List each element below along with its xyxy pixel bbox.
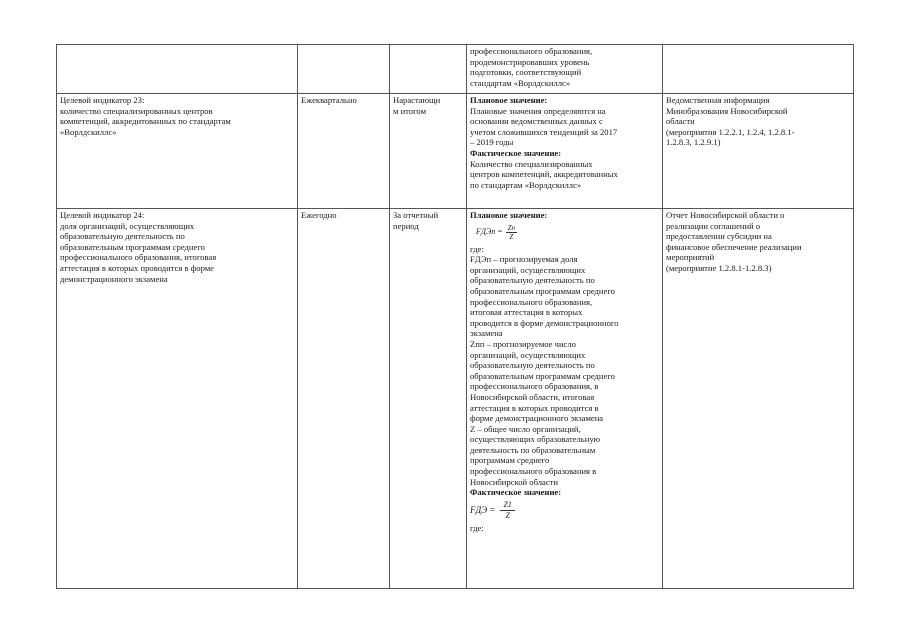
where-label: где: bbox=[470, 522, 484, 533]
formula-lhs: FДЭп = bbox=[476, 226, 503, 236]
table-row-continued bbox=[57, 45, 854, 94]
formula-denominator: Z bbox=[505, 510, 510, 520]
formula-denominator: Z bbox=[509, 232, 514, 241]
where-label: где: bbox=[470, 243, 484, 254]
plan-text: Плановые значения определяются на основании ведомственных данных с учетом сложившихся тенденций за 2017 – 2019 годы bbox=[470, 105, 618, 148]
cell-method: профессионального образования, продемонстрировавших уровень подготовки, соответствующий стандартам «Ворлдскиллс» bbox=[467, 45, 663, 94]
indicator-23-type: Нарастающи м итогом bbox=[390, 94, 467, 209]
fact-label: Фактическое значение: bbox=[470, 147, 562, 158]
definition-forecast-share: FДЭп – прогнозируемая доля организаций, осуществляющих образовательную деятельность по образовательным программам среднего профессионального образования, итоговая аттестация в которых проводится в форме демонстрационного экзамена bbox=[470, 254, 619, 339]
formula-numerator: Zп bbox=[507, 223, 516, 232]
indicator-23-source: Ведомственная информация Минобразования Новосибирской области (мероприятия 1.2.2.1, 1.2.4, 1.2.8.1- 1.2.8.3, 1.2.9.1) bbox=[663, 94, 854, 209]
indicator-24-frequency: Ежегодно bbox=[298, 209, 390, 589]
formula-numerator: Z1 bbox=[500, 500, 514, 511]
cell-empty bbox=[298, 45, 390, 94]
indicator-23-name: Целевой индикатор 23: количество специализированных центров компетенций, аккредитованных по стандартам «Ворлдскиллс» bbox=[57, 94, 298, 209]
indicators-table bbox=[56, 44, 854, 589]
indicator-24-method bbox=[467, 209, 663, 589]
indicator-23-frequency: Ежеквартально bbox=[298, 94, 390, 209]
indicator-23-method bbox=[467, 94, 663, 209]
cell-empty bbox=[663, 45, 854, 94]
table-row-indicator-24 bbox=[57, 209, 854, 589]
definition-forecast-count: Zпп – прогнозируемое число организаций, осуществляющих образовательную деятельность по образовательным программам среднего профессионального образования, в Новосибирской области, итоговая аттестация в которых проводится в форме демонстрационного экзамена bbox=[470, 338, 615, 424]
cell-empty bbox=[390, 45, 467, 94]
indicator-24-type: За отчетный период bbox=[390, 209, 467, 589]
fact-text: Количество специализированных центров компетенций, аккредитованных по стандартам «Ворлдскиллс» bbox=[470, 158, 618, 190]
indicator-24-source: Отчет Новосибирской области о реализации соглашений о предоставлении субсидии на финансовое обеспечение реализации мероприятий (мероприятие 1.2.8.1-1.2.8.3) bbox=[663, 209, 854, 589]
plan-formula bbox=[476, 224, 517, 241]
definition-total-count: Z – общее число организаций, осуществляющих образовательную деятельность по образовательным программам среднего профессионального образования в Новосибирской области bbox=[470, 423, 601, 487]
formula-lhs: FДЭ = bbox=[470, 505, 496, 516]
indicator-24-name: Целевой индикатор 24: доля организаций, осуществляющих образовательную деятельность по образовательным программам среднего профессионального образования, итоговая аттестация в которых проводится в форме демонстрационного экзамена bbox=[57, 209, 298, 589]
cell-empty bbox=[57, 45, 298, 94]
fact-label: Фактическое значение: bbox=[470, 487, 562, 498]
fact-formula bbox=[470, 500, 515, 521]
plan-label: Плановое значение: bbox=[470, 95, 548, 105]
table-row-indicator-23 bbox=[57, 94, 854, 209]
plan-label: Плановое значение: bbox=[470, 210, 548, 220]
